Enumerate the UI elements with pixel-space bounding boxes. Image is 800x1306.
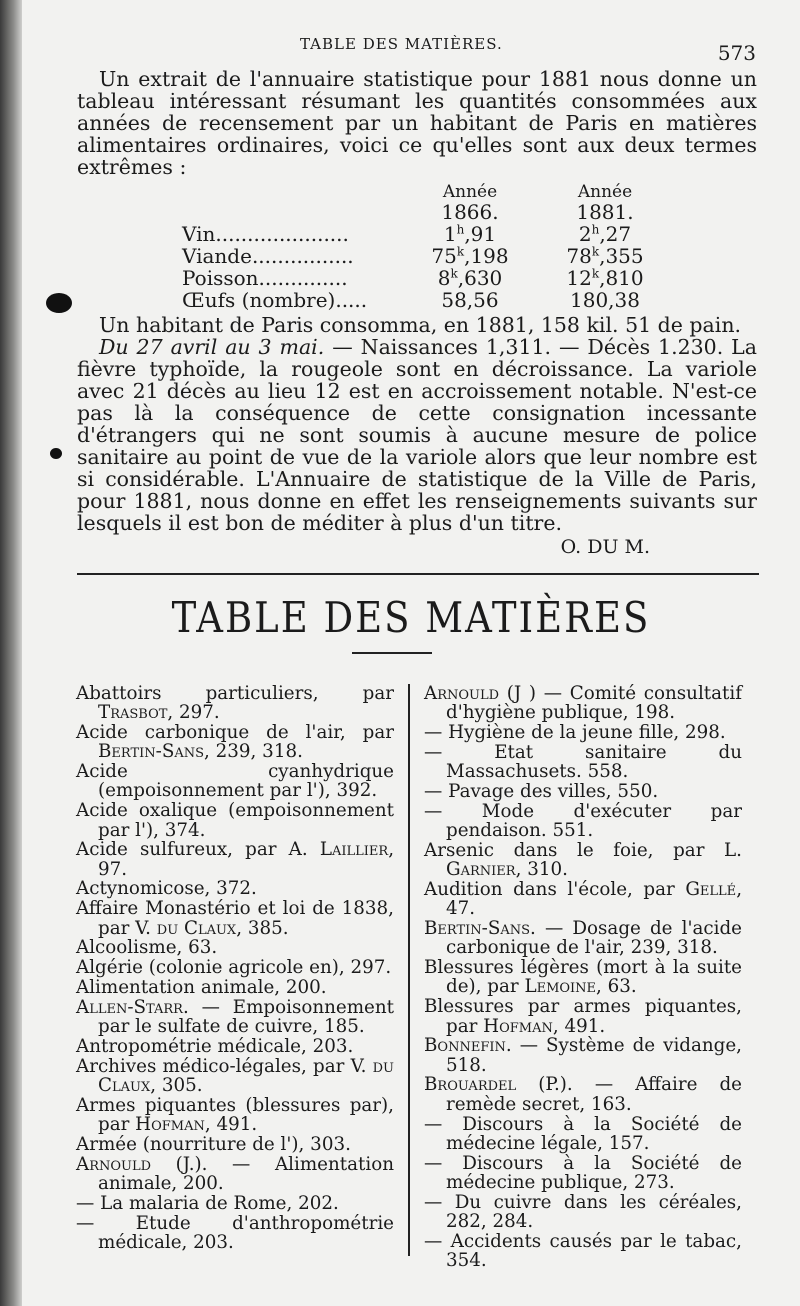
col1-header: Année [442,182,498,202]
value-unit: k [591,244,600,259]
column-divider [408,684,410,1256]
toc-entry [424,1115,742,1154]
ink-blot [50,448,62,459]
toc-entry [424,1193,742,1232]
running-title: TABLE DES MATIÈRES. [300,35,503,53]
value-unit: k [591,266,600,281]
entry-text: Armes piquantes (blessures par), par [76,1094,394,1136]
entry-author: Bertin-Sans [424,918,531,940]
entry-author: Lemoine [524,976,597,998]
intro-text: Un extrait de l'annuaire statistique pour 1881 nous donne un tableau intéressant résumant les quantités consommées aux années de recensement par un habitant de Paris en matières alimentaires ordinaires, voici ce qu'elles sont aux deux termes extrêmes : [77,67,757,179]
entry-text: — Etat sanitaire du Massachusets. 558. [424,741,742,783]
table-row [182,267,680,289]
entry-pages: (P.). — Affaire de remède secret, 163. [446,1074,742,1115]
value-decimal: ,630 [457,266,503,290]
report-body: — Naissances 1,311. — Décès 1.230. La fièvre typhoïde, la rougeole sont en décroissance. La variole avec 21 décès au lieu 12 est en accroissement notable. N'est-ce pas là la conséquence de cette consignation incessante d'étrangers qui ne sont soumis à aucune mesure de police sanitaire au point de vue de la variole alors que leur nombre est si considérable. L'Annuaire de statistique de la Ville de Paris, pour 1881, nous donne en effet les renseignements suivants sur lesquels il est bon de méditer à plus d'un titre. [77,335,757,535]
toc-entry [76,978,394,997]
toc-title: TABLE DES MATIÈRES [171,592,651,643]
toc-entry [424,1036,742,1075]
entry-pages: . — Système de vidange, 518. [446,1035,742,1076]
value-unit: h [591,222,600,237]
book-binding-shadow [0,0,22,1306]
entry-pages: , 385. [236,917,289,939]
entry-text: — Hygiène de la jeune fille, 298. [424,722,726,744]
value-unit: k [456,244,465,259]
col1-year: 1866. [441,200,499,224]
leader-dots: ..................... [215,222,349,246]
value-cell [410,267,530,289]
toc-entry [424,841,742,880]
entry-text: Acide sulfureux, par A. [76,839,320,861]
toc-entry [424,1232,742,1271]
book-page [22,0,800,1306]
entry-text: Archives médico-légales, par V. [76,1055,373,1077]
entry-pages: , 239, 318. [204,741,303,763]
entry-text: Affaire Monastério et loi de 1838, par V. [76,898,394,939]
entry-author: Arnould [424,683,500,704]
toc-entry [76,762,394,801]
row-label-text: Poisson [182,266,259,290]
entry-text: Arsenic dans le foie, par L. [424,839,742,861]
leader-dots: ..... [335,288,368,312]
entry-pages: , 63. [596,976,637,998]
value-decimal: ,355 [599,244,644,268]
value-main: 12 [566,266,592,290]
toc-entry [424,723,742,742]
entry-pages: . — Dosage de l'acide carbonique de l'air, 239, 318. [446,918,742,959]
entry-author: du Claux [156,917,237,939]
leader-dots: ................ [251,244,354,268]
value-decimal: ,91 [464,222,497,246]
entry-text: Acide carbonique de l'air, par [76,722,394,744]
entry-author: Gellé [685,878,737,900]
row-label [182,223,410,245]
entry-text: Antropométrie médicale, 203. [76,1035,354,1057]
toc-entry [424,958,742,997]
value-unit: k [450,266,458,281]
report-date: Du 27 avril au 3 mai. [99,335,325,359]
entry-text: Algérie (colonie agricole en), 297. [76,957,392,979]
entry-text: — Pavage des villes, 550. [424,780,659,802]
toc-entry [76,998,394,1037]
value-decimal: ,198 [464,244,509,268]
entry-text: Acide cyanhydrique (empoisonnement par l'), 392. [76,761,394,802]
entry-author: Hofman [135,1114,205,1136]
toc-right-column [424,684,742,1271]
value-cell [410,223,530,245]
entry-text: — Accidents causés par le tabac, 354. [424,1230,742,1272]
intro-paragraph [77,68,757,178]
entry-author: du Claux [98,1055,394,1096]
entry-text: Blessures légères (mort à la suite de), par [424,957,742,998]
toc-left-column [76,684,394,1253]
value-cell [410,245,530,267]
entry-text: — Etude d'anthropométrie médicale, 203. [76,1212,394,1253]
entry-pages: (J.). — Alimentation animale, 200. [98,1153,394,1194]
value-main: 180,38 [570,288,640,312]
entry-text: — La malaria de Rome, 202. [76,1192,339,1214]
entry-pages: . — Empoisonnement par le sulfate de cuivre, 185. [98,996,394,1038]
col2-year: 1881. [576,200,634,224]
entry-text: Alimentation animale, 200. [76,976,327,998]
ink-blot [46,293,72,313]
toc-entry [76,958,394,977]
toc-entry [76,1155,394,1194]
entry-text: Acide oxalique (empoisonnement par l'), 374. [76,800,394,841]
value-cell [530,223,680,245]
entry-author: Brouardel [424,1074,517,1096]
toc-entry [424,782,742,801]
value-main: 8 [437,266,451,290]
value-unit: h [456,222,465,237]
report-text [77,336,757,534]
entry-text: Alcoolisme, 63. [76,937,218,959]
title-underline [352,652,432,654]
toc-entry [424,1075,742,1114]
value-cell [530,289,680,311]
toc-entry [424,919,742,958]
toc-entry [76,684,394,723]
consumption-table [182,183,680,311]
signature: O. DU M. [560,536,650,558]
row-label-text: Œufs (nombre) [182,288,336,312]
entry-pages: , 97. [98,839,394,880]
entry-text: Armée (nourriture de l'), 303. [76,1133,351,1155]
report-paragraph [77,314,757,534]
value-main: 58,56 [441,288,499,312]
table-header-row [182,183,680,201]
entry-text: Abattoirs particuliers, par [76,683,394,704]
row-label [182,245,410,267]
entry-author: Laillier [319,839,389,861]
row-label [182,267,410,289]
entry-pages: , 297. [167,702,220,724]
entry-text: — Mode d'exécuter par pendaison. 551. [424,800,742,842]
toc-entry [424,684,742,723]
entry-author: Trasbot [98,702,168,724]
toc-entry [76,1096,394,1135]
entry-pages: , 305. [150,1074,203,1096]
page-header [22,35,800,65]
entry-pages: , 491. [552,1015,606,1037]
toc-entry [76,1135,394,1154]
toc-entry [424,743,742,782]
entry-author: Arnould [76,1153,152,1175]
entry-author: Garnier [446,859,516,881]
value-cell [530,245,680,267]
value-main: 2 [578,222,592,246]
toc-entry [76,723,394,762]
toc-entry [76,1194,394,1213]
toc-entry [424,880,742,919]
entry-text: Blessures par armes piquantes, par [424,996,742,1037]
toc-entry [424,1154,742,1193]
toc-entry [76,899,394,938]
value-decimal: ,810 [599,266,644,290]
table-row [182,223,680,245]
toc-entry [424,997,742,1036]
toc-entry [76,1057,394,1096]
entry-author: Allen-Starr [76,996,183,1018]
table-row [182,245,680,267]
value-decimal: ,27 [599,222,632,246]
entry-pages: , 491. [204,1114,258,1136]
toc-entry [76,1214,394,1253]
page-number: 573 [717,41,756,65]
value-main: 1 [443,222,457,246]
entry-text: Audition dans l'école, par [424,878,686,900]
toc-entry [76,840,394,879]
row-label-text: Viande [182,244,252,268]
entry-text: — Du cuivre dans les céréales, 282, 284. [424,1191,742,1233]
row-label-text: Vin [182,222,216,246]
toc-entry [76,879,394,898]
entry-author: Bonnefin [424,1035,506,1057]
entry-author: Hofman [483,1015,553,1037]
entry-pages: , 310. [515,859,568,881]
entry-pages: , 47. [446,878,742,920]
entry-author: Bertin-Sans [98,741,205,763]
value-cell [530,267,680,289]
table-year-row [182,201,680,223]
toc-entry [76,1037,394,1056]
section-rule [77,573,759,575]
value-cell [410,289,530,311]
entry-pages: (J ) — Comité consultatif d'hygiène publique, 198. [446,683,742,724]
toc-entry [76,801,394,840]
leader-dots: .............. [258,266,348,290]
row-label [182,289,410,311]
value-main: 75 [431,244,457,268]
table-row [182,289,680,311]
entry-text: — Discours à la Société de médecine légale, 157. [424,1113,742,1154]
value-main: 78 [566,244,592,268]
entry-text: — Discours à la Société de médecine publique, 273. [424,1152,742,1193]
col2-header: Année [577,182,633,202]
entry-text: Actynomicose, 372. [76,878,257,900]
bread-text: Un habitant de Paris consomma, en 1881, 158 kil. 51 de pain. [99,313,742,337]
toc-entry [424,802,742,841]
toc-entry [76,938,394,957]
